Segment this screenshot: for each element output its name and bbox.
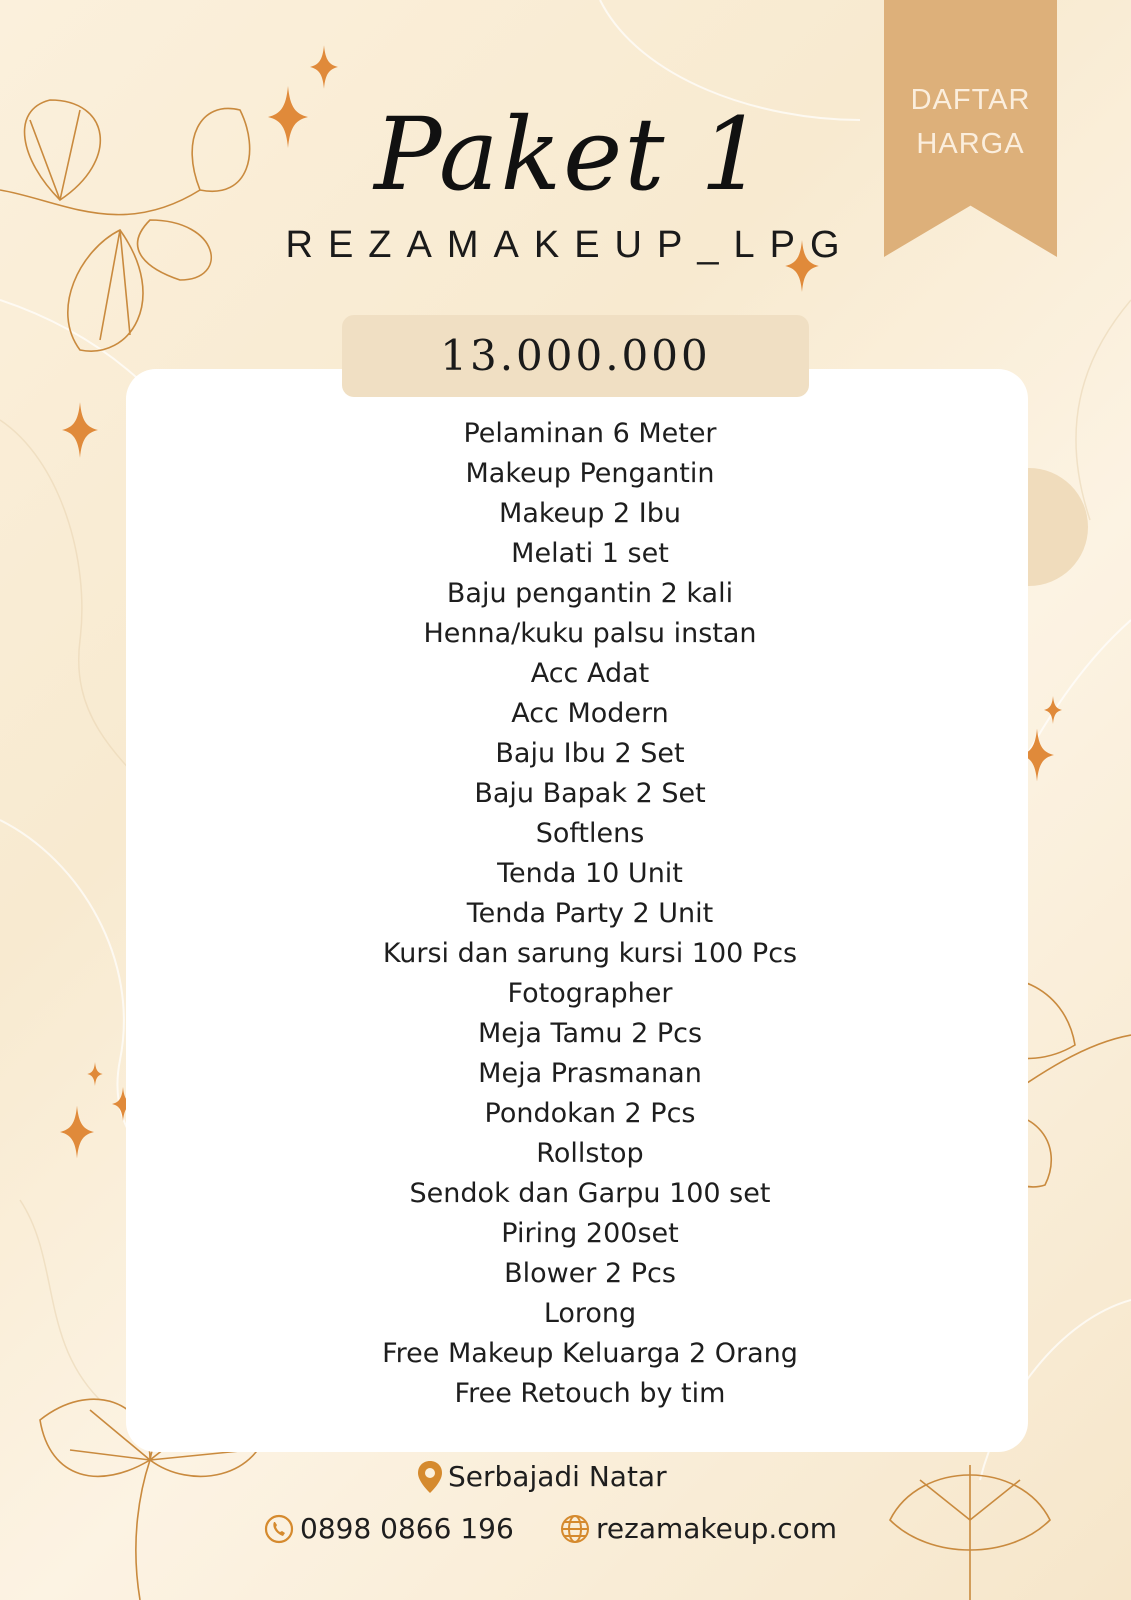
- sparkle-icon: [310, 45, 338, 89]
- location-text: Serbajadi Natar: [448, 1460, 667, 1493]
- list-item: Makeup Pengantin: [465, 458, 715, 489]
- list-item: Henna/kuku palsu instan: [423, 618, 757, 649]
- list-item: Blower 2 Pcs: [504, 1258, 676, 1289]
- list-item: Baju pengantin 2 kali: [446, 578, 734, 609]
- list-item: Rollstop: [536, 1138, 644, 1169]
- list-item: Tenda Party 2 Unit: [466, 898, 714, 929]
- list-item: Kursi dan sarung kursi 100 Pcs: [382, 938, 798, 969]
- phone-icon: [264, 1514, 294, 1544]
- footer-website[interactable]: [560, 1512, 837, 1545]
- list-item: Meja Tamu 2 Pcs: [477, 1018, 703, 1049]
- website-text: rezamakeup.com: [596, 1512, 838, 1545]
- list-item: Free Retouch by tim: [454, 1378, 726, 1409]
- sparkle-icon: [87, 1062, 103, 1086]
- list-item: Makeup 2 Ibu: [499, 498, 681, 529]
- list-item: Piring 200set: [501, 1218, 679, 1249]
- ribbon-label: [884, 78, 1057, 166]
- list-item: Acc Adat: [530, 658, 650, 689]
- ribbon-line-2: HARGA: [916, 128, 1025, 160]
- list-item: Sendok dan Garpu 100 set: [409, 1178, 771, 1209]
- brand-subtitle: REZAMAKEUP_LPG: [285, 224, 855, 266]
- list-item: Pelaminan 6 Meter: [463, 418, 717, 449]
- list-item: Baju Ibu 2 Set: [495, 738, 685, 769]
- list-item: Meja Prasmanan: [478, 1058, 702, 1089]
- list-item: Pondokan 2 Pcs: [484, 1098, 696, 1129]
- location-pin-icon: [418, 1461, 442, 1493]
- list-item: Lorong: [543, 1298, 637, 1329]
- ginkgo-leaves-icon: [880, 1450, 1060, 1600]
- list-item: Softlens: [535, 818, 645, 849]
- list-item: Acc Modern: [511, 698, 669, 729]
- sparkle-icon: [60, 1104, 94, 1160]
- list-item: Tenda 10 Unit: [497, 858, 683, 889]
- footer-phone[interactable]: [264, 1512, 514, 1545]
- phone-text: 0898 0866 196: [300, 1512, 514, 1545]
- package-price: 13.000.000: [440, 331, 711, 380]
- package-title: Paket 1: [374, 96, 766, 213]
- globe-icon: [560, 1514, 590, 1544]
- list-item: Baju Bapak 2 Set: [474, 778, 706, 809]
- list-item: Fotographer: [507, 978, 673, 1009]
- sparkle-icon: [62, 402, 98, 458]
- list-item: Free Makeup Keluarga 2 Orang: [382, 1338, 798, 1369]
- footer-location: [418, 1460, 667, 1493]
- package-items-list: [126, 414, 1054, 1414]
- ginkgo-leaves-icon: [0, 80, 260, 360]
- ribbon-line-1: DAFTAR: [910, 84, 1031, 116]
- list-item: Melati 1 set: [511, 538, 669, 569]
